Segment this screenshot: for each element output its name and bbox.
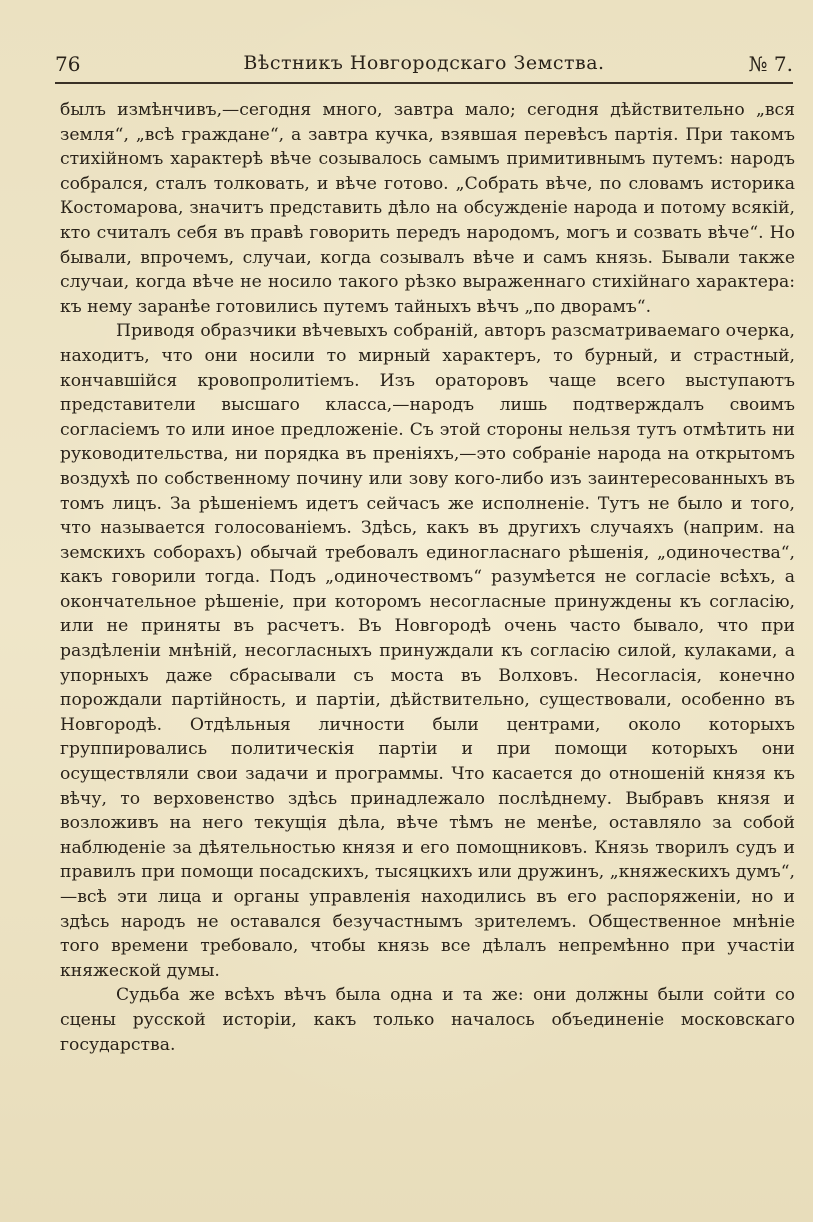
- running-header: [55, 50, 793, 80]
- paragraph-fate-of-veche: Судьба же всѣхъ вѣчъ была одна и та же: они должны были сойти со сцены русской исторіи, какъ только началось объединеніе московскаго государства.: [60, 985, 795, 1055]
- paragraph-continued: былъ измѣнчивъ,—сегодня много, завтра мало; сегодня дѣйствительно „вся земля“, „всѣ граждане“, а завтра кучка, взявшая перевѣсъ партія. При такомъ стихійномъ характерѣ вѣче созывалось самымъ примитивнымъ путемъ: народъ собрался, сталъ толковать, и вѣче готово. „Собрать вѣче, по словамъ историка Костомарова, значитъ представить дѣло на обсужденіе народа и потому всякій, кто считалъ себя въ правѣ говорить передъ народомъ, могъ и созвать вѣче“. Но бывали, впрочемъ, случаи, когда созывалъ вѣче и самъ князь. Бывали также случаи, когда вѣче не носило такого рѣзко выраженнаго стихійнаго характера: къ нему заранѣе готовились путемъ тайныхъ вѣчъ „по дворамъ“.: [60, 100, 795, 317]
- issue-number: № 7.: [748, 52, 793, 76]
- page-number: 76: [55, 52, 81, 76]
- article-body: [60, 98, 795, 1057]
- running-title: Вѣстникъ Новгородскаго Земства.: [243, 52, 605, 74]
- paragraph-veche-gatherings: Приводя образчики вѣчевыхъ собраній, авторъ разсматриваемаго очерка, находитъ, что они носили то мирный характеръ, то бурный, и страстный, кончавшійся кровопролитіемъ. Изъ ораторовъ чаще всего выступаютъ представители высшаго класса,—народъ лишь подтверждалъ своимъ согласіемъ то или иное предложеніе. Съ этой стороны нельзя тутъ отмѣтить ни руководительства, ни порядка въ преніяхъ,—это собраніе народа на открытомъ воздухѣ по собственному почину или зову кого-либо изъ заинтересованныхъ въ томъ лицъ. За рѣшеніемъ идетъ сейчасъ же исполненіе. Тутъ не было и того, что называется голосованіемъ. Здѣсь, какъ въ другихъ случаяхъ (наприм. на земскихъ соборахъ) обычай требовалъ единогласнаго рѣшенія, „одиночества“, какъ говорили тогда. Подъ „одиночествомъ“ разумѣется не согласіе всѣхъ, а окончательное рѣшеніе, при которомъ несогласные принуждены къ согласію, или не приняты въ расчетъ. Въ Новгородѣ очень часто бывало, что при раздѣленіи мнѣній, несогласныхъ принуждали къ согласію силой, кулаками, а упорныхъ даже сбрасывали съ моста въ Волховъ. Несогласія, конечно порождали партійность, и партіи, дѣйствительно, существовали, особенно въ Новгородѣ. Отдѣльныя личности были центрами, около которыхъ группировались политическія партіи и при помощи которыхъ они осуществляли свои задачи и программы. Что касается до отношеній князя къ вѣчу, то верховенство здѣсь принадлежало послѣднему. Выбравъ князя и возложивъ на него текущія дѣла, вѣче тѣмъ не менѣе, оставляло за собой наблюденіе за дѣятельностью князя и его помощниковъ. Князь творилъ судъ и правилъ при помощи посадскихъ, тысяцкихъ или дружинъ, „княжескихъ думъ“,—всѣ эти лица и органы управленія находились въ его распоряженіи, но и здѣсь народъ не оставался безучастнымъ зрителемъ. Общественное мнѣніе того времени требовало, чтобы князь все дѣлалъ непремѣнно при участіи княжеской думы.: [60, 321, 795, 981]
- header-divider: [55, 82, 793, 84]
